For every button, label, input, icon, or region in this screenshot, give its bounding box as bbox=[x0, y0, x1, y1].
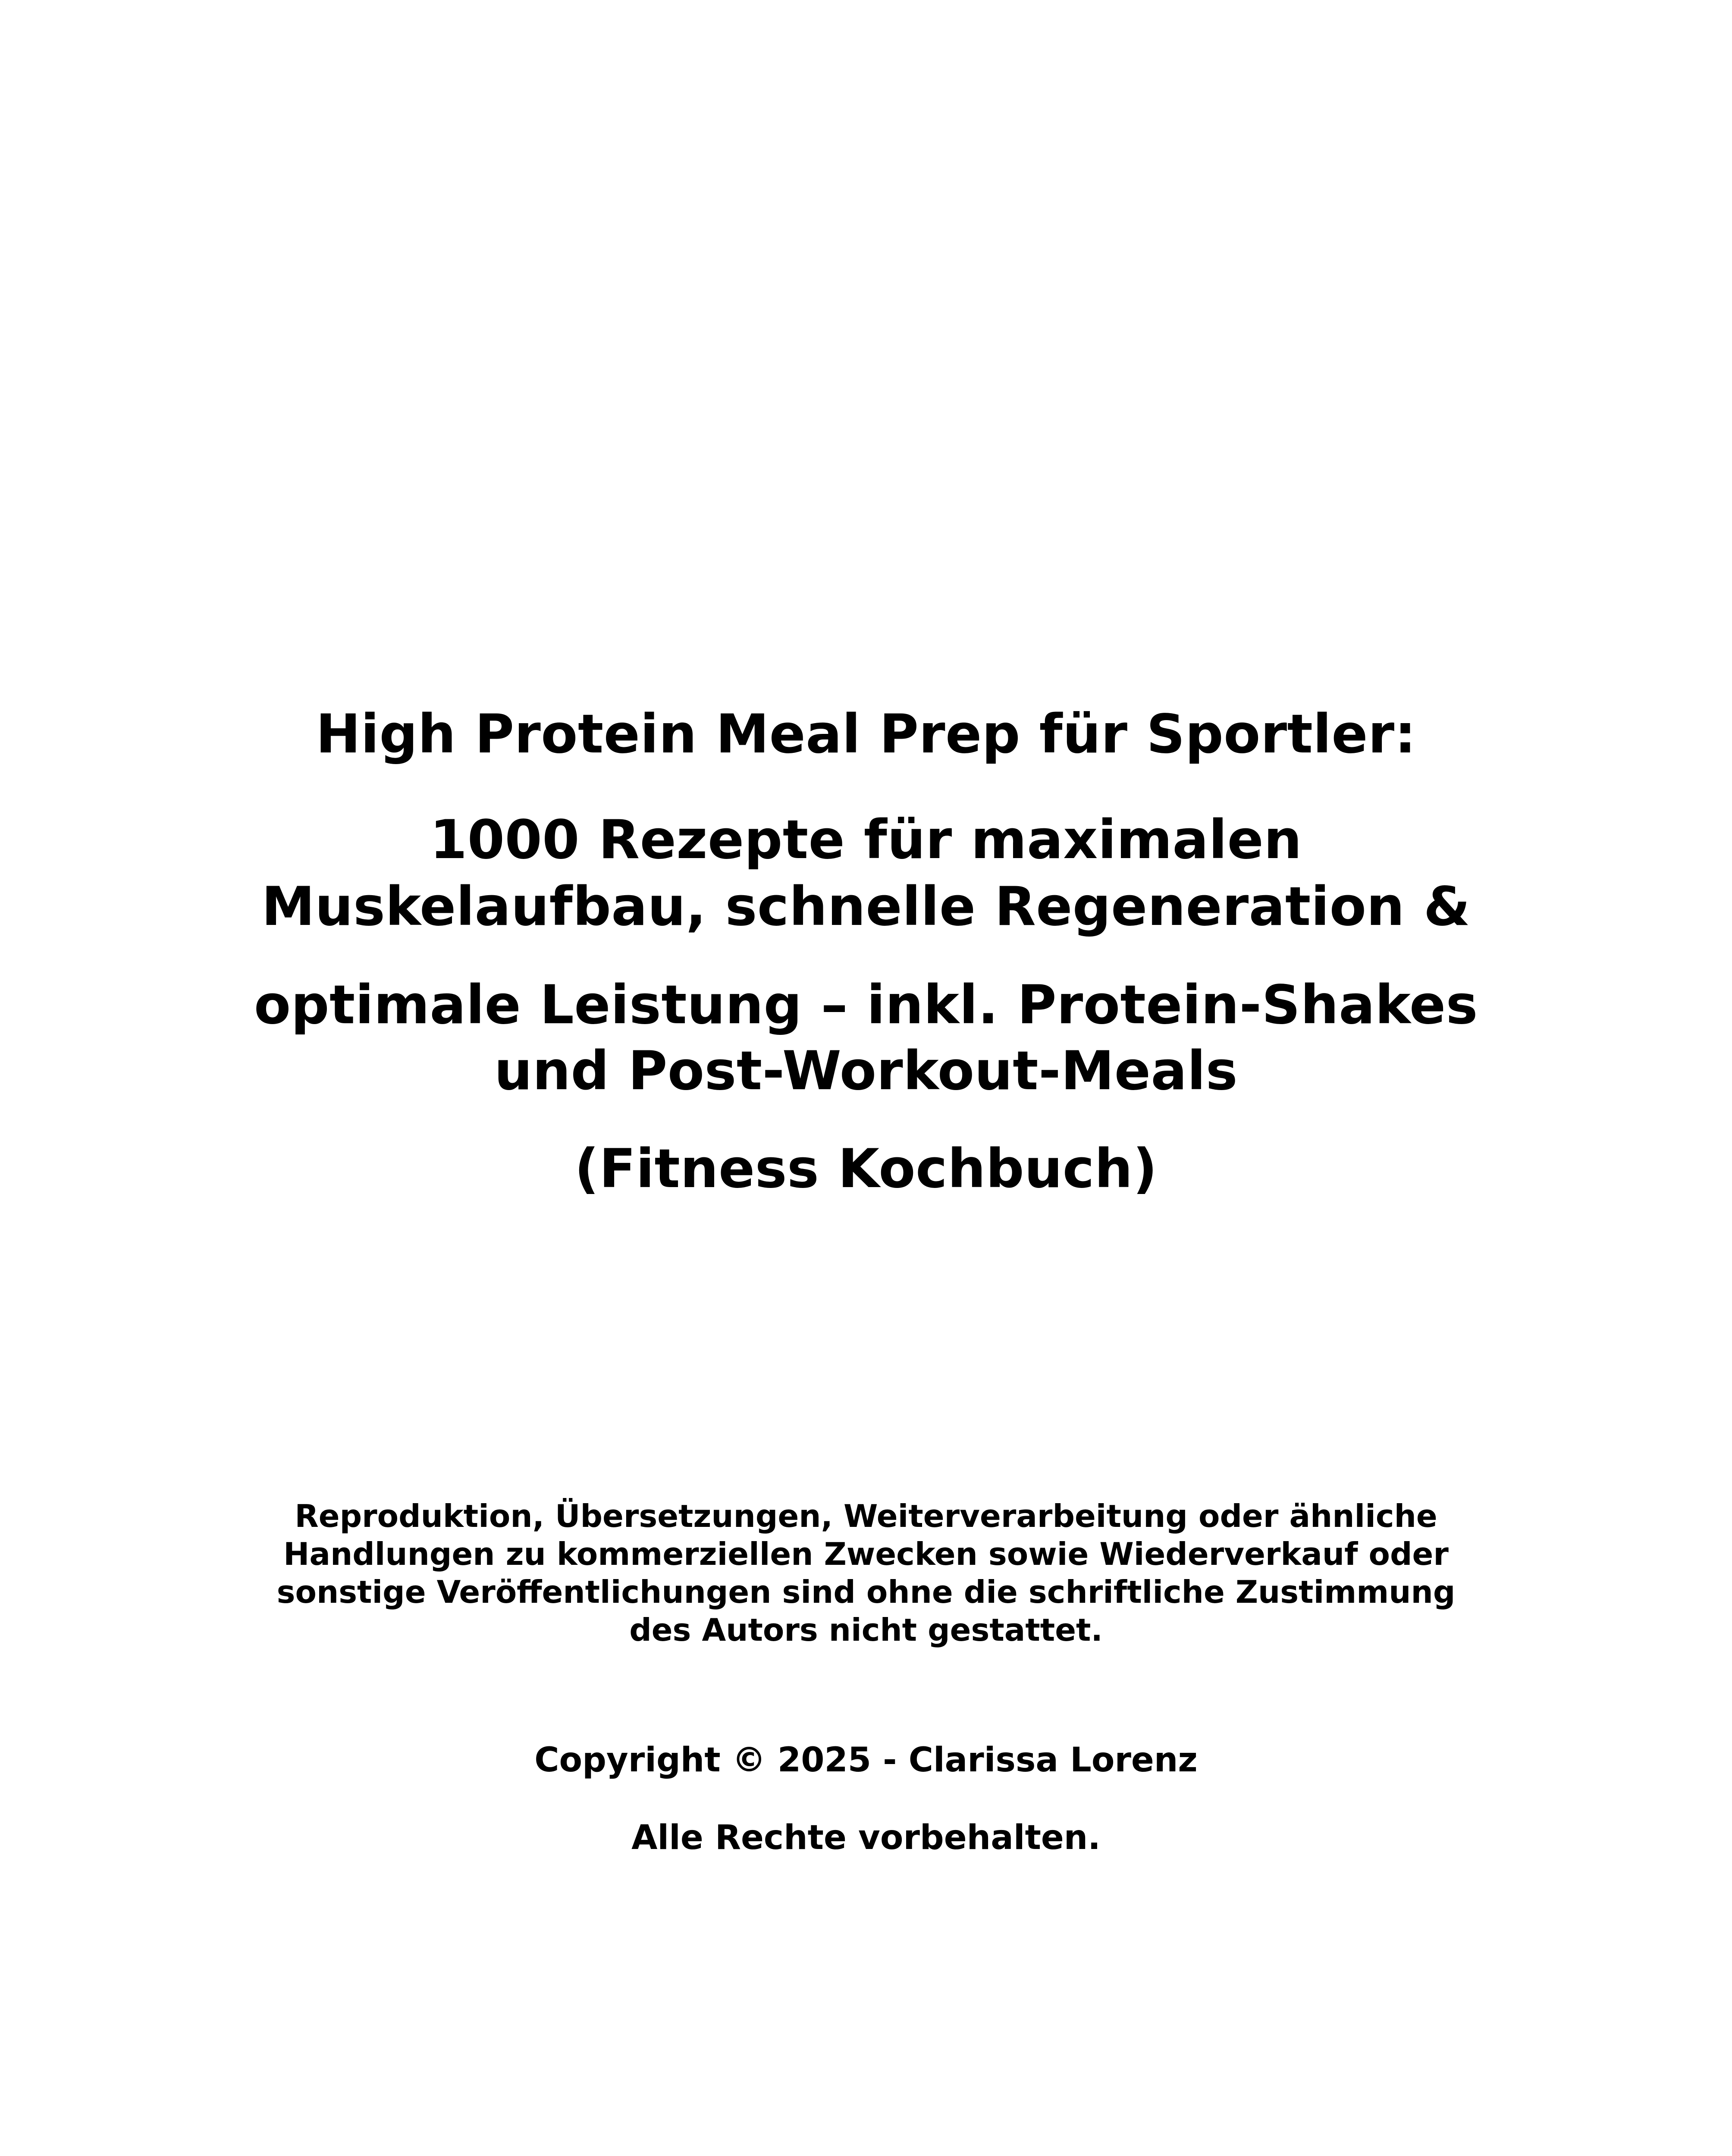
legal-notice-line-4: des Autors nicht gestattet. bbox=[629, 1612, 1103, 1648]
legal-notice-line-2: Handlungen zu kommerziellen Zwecken sowie Wiederverkauf oder bbox=[283, 1536, 1449, 1572]
copyright-notice: Copyright © 2025 - Clarissa Lorenz bbox=[534, 1741, 1198, 1780]
book-title-line-5: und Post-Workout-Meals bbox=[494, 1040, 1238, 1102]
rights-reserved: Alle Rechte vorbehalten. bbox=[631, 1818, 1101, 1857]
legal-notice-line-3: sonstige Veröffentlichungen sind ohne die schriftliche Zustimmung bbox=[276, 1574, 1456, 1610]
book-title-line-1: High Protein Meal Prep für Sportler: bbox=[316, 703, 1416, 765]
book-title-line-3: Muskelaufbau, schnelle Regeneration & bbox=[261, 876, 1471, 938]
book-subtitle: (Fitness Kochbuch) bbox=[574, 1138, 1158, 1200]
book-title-line-2: 1000 Rezepte für maximalen bbox=[430, 809, 1302, 871]
legal-notice-line-1: Reproduktion, Übersetzungen, Weiterverarbeitung oder ähnliche bbox=[295, 1498, 1437, 1534]
book-title-line-4: optimale Leistung – inkl. Protein-Shakes bbox=[254, 974, 1478, 1036]
